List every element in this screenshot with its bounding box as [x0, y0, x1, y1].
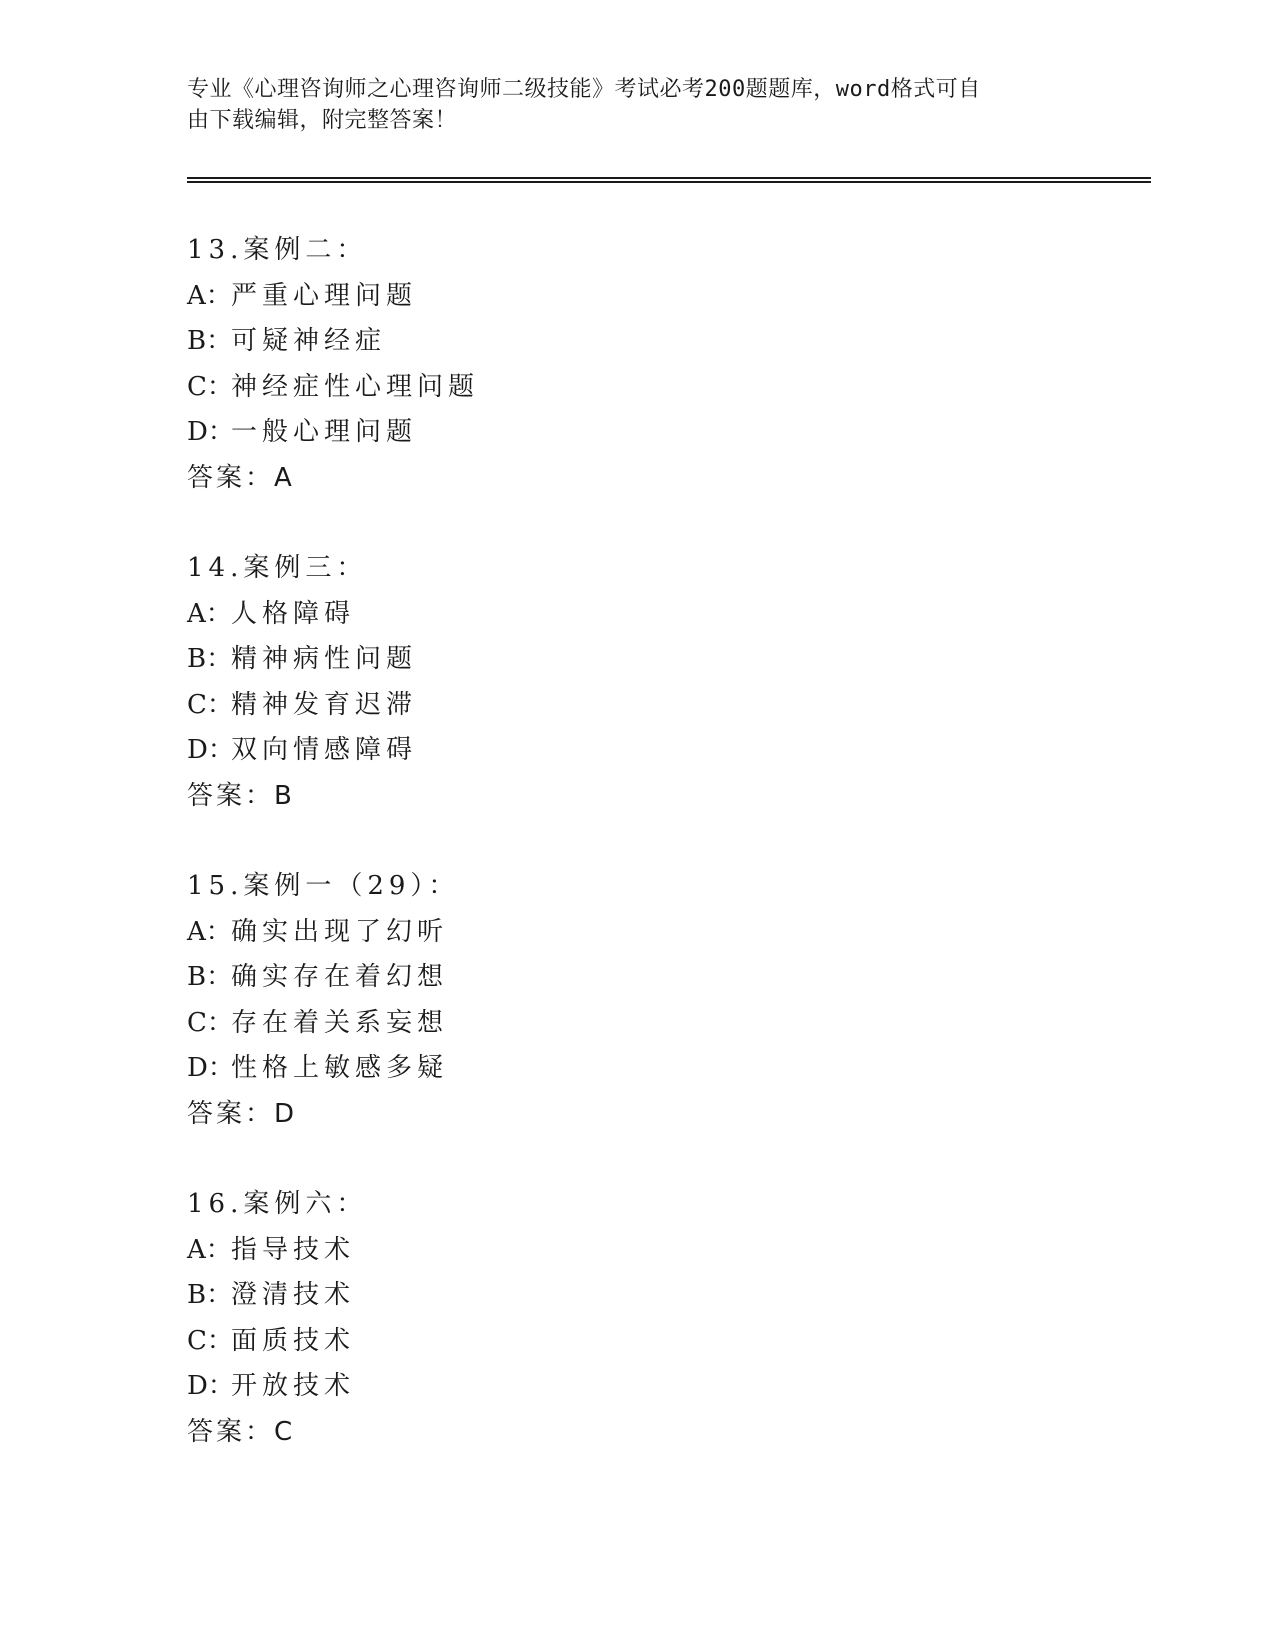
option-key: C：: [187, 371, 233, 402]
option-d: [187, 1046, 887, 1092]
option-key: D：: [187, 1053, 234, 1083]
option-text: 存在着关系妄想: [231, 1007, 449, 1038]
option-a: [187, 910, 887, 956]
document-header: [187, 74, 1087, 136]
option-key: B：: [187, 1280, 233, 1310]
option-c: [187, 683, 887, 729]
option-text: 澄清技术: [231, 1280, 356, 1310]
question-stem: 16.案例六：: [187, 1189, 368, 1219]
option-text: 一般心理问题: [231, 417, 418, 447]
answer-line: 答案：D: [187, 1098, 298, 1129]
option-d: [187, 728, 887, 774]
option-text: 精神发育迟滞: [231, 689, 418, 720]
option-key: A：: [187, 1234, 232, 1265]
option-key: D：: [187, 1371, 234, 1401]
option-text: 确实存在着幻想: [231, 962, 449, 992]
option-key: A：: [187, 916, 232, 947]
question-13: [187, 228, 887, 501]
option-key: C：: [187, 1325, 233, 1356]
option-key: C：: [187, 689, 233, 720]
option-text: 神经症性心理问题: [231, 371, 480, 402]
option-text: 面质技术: [231, 1325, 356, 1356]
answer-line: 答案：C: [187, 1416, 296, 1447]
option-text: 性格上敏感多疑: [231, 1053, 449, 1083]
answer-line: 答案：B: [187, 780, 295, 811]
question-stem: 14.案例三：: [187, 553, 368, 583]
option-a: [187, 274, 887, 320]
option-key: B：: [187, 962, 233, 992]
option-text: 可疑神经症: [231, 326, 387, 356]
option-text: 人格障碍: [231, 598, 356, 629]
option-text: 严重心理问题: [231, 280, 418, 311]
question-16: [187, 1182, 887, 1455]
option-b: [187, 1273, 887, 1319]
option-key: D：: [187, 735, 234, 765]
option-b: [187, 319, 887, 365]
option-key: A：: [187, 280, 232, 311]
header-line-2: 由下载编辑，附完整答案！: [187, 108, 458, 133]
header-divider: [187, 177, 1151, 183]
option-d: [187, 410, 887, 456]
question-14: [187, 546, 887, 819]
option-text: 确实出现了幻听: [231, 916, 449, 947]
option-d: [187, 1364, 887, 1410]
option-text: 开放技术: [231, 1371, 356, 1401]
option-c: [187, 1001, 887, 1047]
option-a: [187, 1228, 887, 1274]
option-b: [187, 955, 887, 1001]
header-line-1: 专业《心理咨询师之心理咨询师二级技能》考试必考200题题库，word格式可自: [187, 77, 981, 102]
option-key: D：: [187, 417, 234, 447]
question-stem: 15.案例一（29）：: [187, 871, 460, 901]
option-b: [187, 637, 887, 683]
answer-line: 答案：A: [187, 462, 295, 493]
option-key: B：: [187, 326, 233, 356]
option-key: B：: [187, 644, 233, 674]
option-c: [187, 365, 887, 411]
question-15: [187, 864, 887, 1137]
option-text: 指导技术: [231, 1234, 356, 1265]
option-key: C：: [187, 1007, 233, 1038]
question-stem: 13.案例二：: [187, 235, 368, 265]
option-text: 精神病性问题: [231, 644, 418, 674]
option-c: [187, 1319, 887, 1365]
option-key: A：: [187, 598, 232, 629]
option-a: [187, 592, 887, 638]
option-text: 双向情感障碍: [231, 735, 418, 765]
